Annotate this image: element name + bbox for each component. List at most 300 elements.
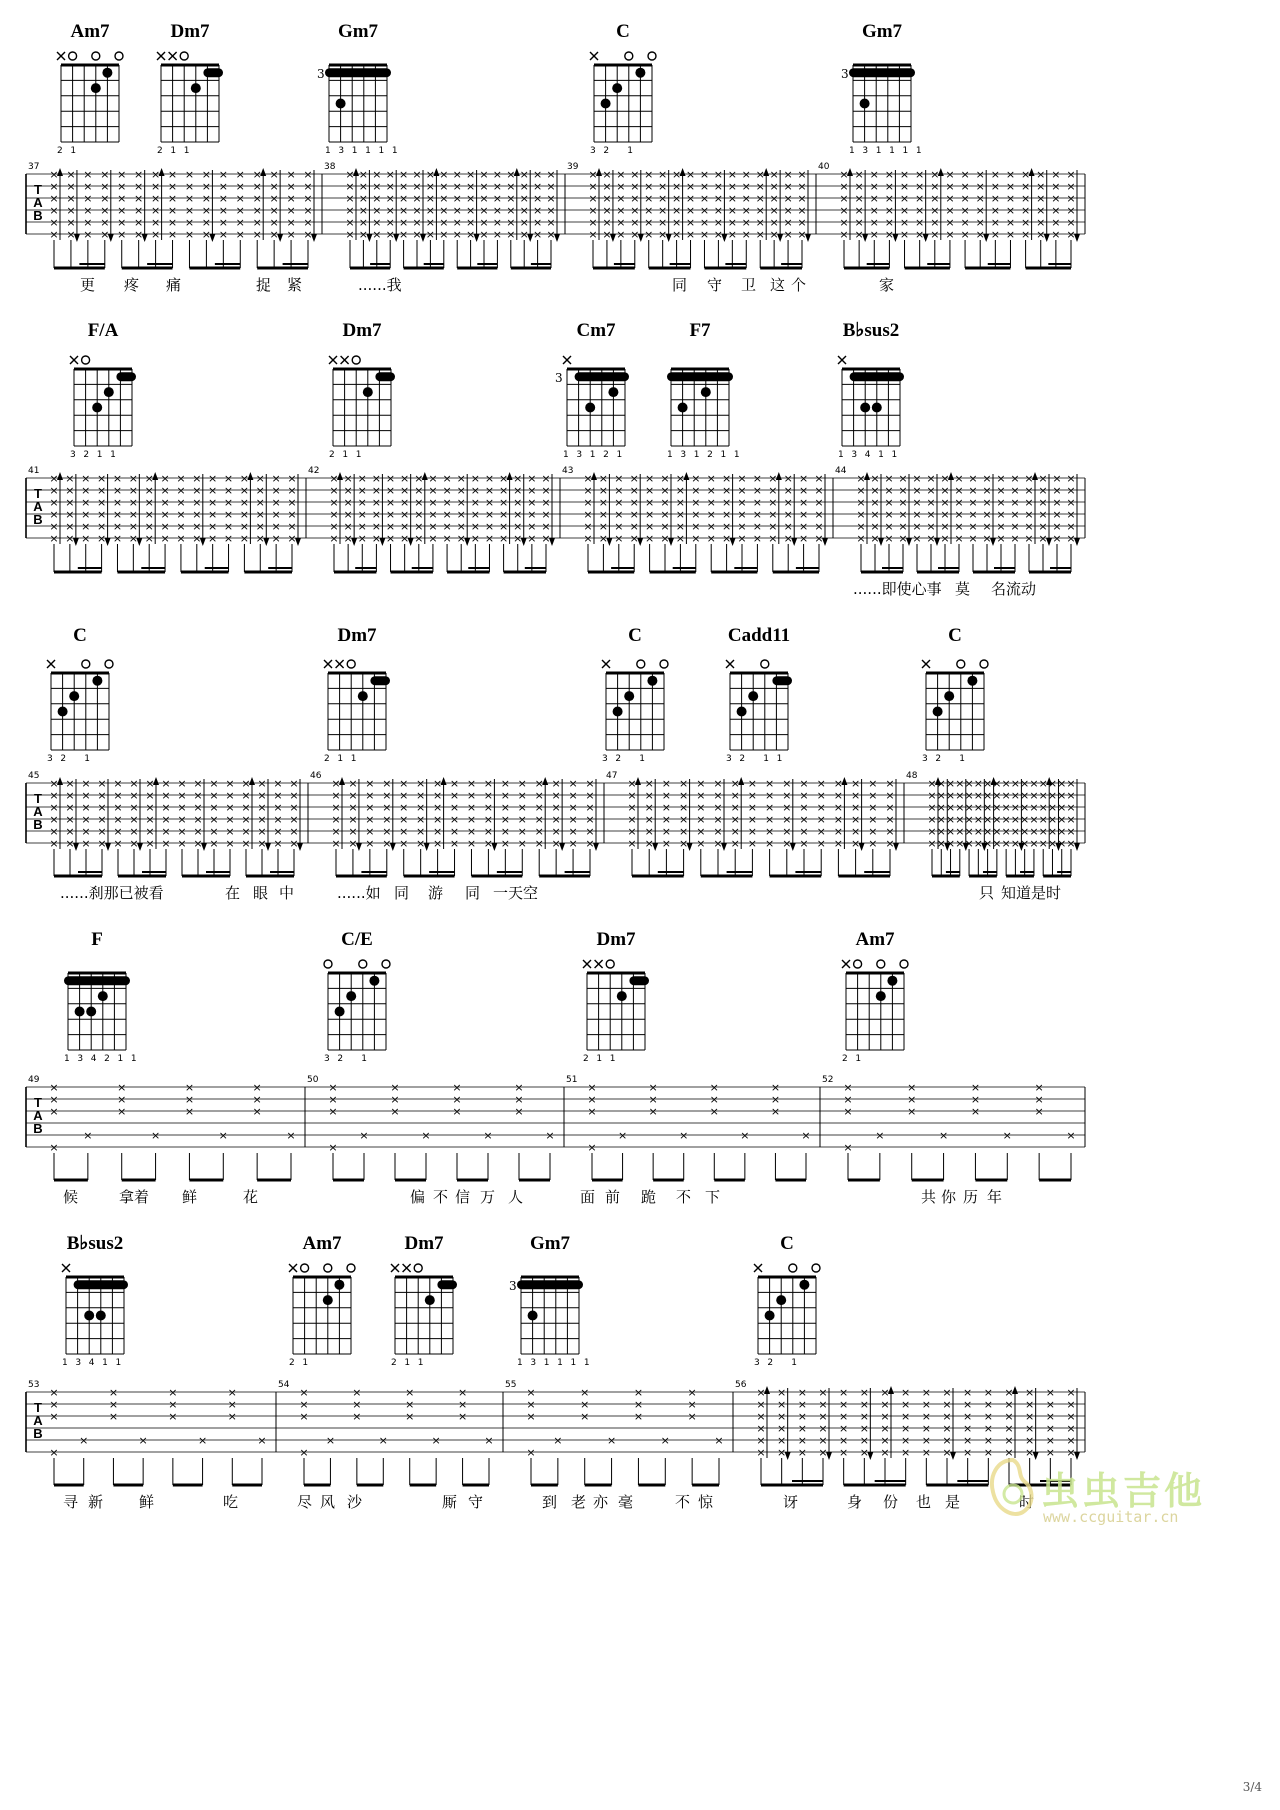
muted-x-note: × [372,180,382,193]
finger-numbers: 3 2 1 1 [726,754,785,764]
muted-x-note: × [425,180,436,193]
muted-x-note: × [661,789,672,802]
muted-x-note: × [859,1434,869,1447]
muted-x-note: × [1066,1386,1076,1399]
muted-x-note: × [241,837,251,850]
muted-x-note: × [752,472,763,485]
muted-x-note: × [161,837,171,850]
muted-x-note: × [365,789,375,802]
muted-x-note: × [193,813,203,826]
muted-x-note: × [648,1105,658,1118]
muted-x-note: × [926,520,936,533]
muted-x-note: × [1052,520,1062,533]
muted-x-note: × [465,180,476,193]
muted-x-note: × [912,496,922,509]
muted-x-note: × [964,789,974,802]
muted-x-note: × [1024,472,1034,485]
muted-x-note: × [428,520,438,533]
open-string-mark [812,1264,820,1272]
muted-x-note: × [833,801,844,814]
muted-x-note: × [442,496,452,509]
muted-x-note: × [1010,508,1020,521]
muted-x-note: × [699,216,710,229]
muted-x-note: × [201,192,212,205]
muted-x-note: × [756,1398,766,1411]
muted-x-note: × [96,532,107,545]
muted-x-note: × [671,228,682,241]
muted-x-note: × [990,180,1000,193]
muted-x-note: × [955,837,965,850]
muted-x-note: × [506,192,516,205]
muted-x-note: × [357,520,367,533]
muted-x-note: × [385,204,395,217]
finger-dot [585,403,595,413]
muted-x-note: × [97,837,107,850]
finger-dot [647,676,657,686]
lyric-syllable: 在 [225,884,241,902]
muted-x-note: × [271,472,281,485]
muted-x-note: × [1052,496,1062,509]
muted-x-note: × [359,1129,369,1142]
muted-x-note: × [466,777,477,790]
muted-x-note: × [113,825,123,838]
muted-x-note: × [255,484,265,497]
muted-x-note: × [1045,1386,1055,1399]
muted-x-note: × [1051,216,1061,229]
muted-x-note: × [1004,1386,1014,1399]
muted-x-note: × [66,192,76,205]
muted-x-note: × [585,801,595,814]
muted-x-note: × [271,508,281,521]
muted-x-note: × [901,1410,911,1423]
lyric-syllable: 是 [945,1493,961,1511]
muted-x-note: × [257,789,267,802]
muted-x-note: × [629,484,639,497]
muted-x-note: × [818,1410,828,1423]
muted-x-note: × [479,180,489,193]
open-string-mark [359,960,367,968]
finger-numbers: 3 2 1 [754,1358,800,1368]
muted-x-note: × [345,216,355,229]
muted-x-note: × [371,520,382,533]
muted-x-note: × [470,484,480,497]
lyric-syllable: 老 [571,1493,587,1511]
muted-x-note: × [117,1093,127,1106]
muted-x-note: × [1020,216,1031,229]
lyric-syllable: 时 [1019,1493,1035,1511]
muted-x-note: × [884,228,895,241]
muted-x-note: × [1047,813,1058,826]
muted-x-note: × [551,801,561,814]
muted-x-note: × [678,825,689,838]
muted-x-note: × [1020,168,1031,181]
finger-dot [69,691,79,701]
muted-x-note: × [100,180,110,193]
muted-x-note: × [992,813,1002,826]
muted-x-note: × [1024,532,1034,545]
muted-x-note: × [960,192,970,205]
muted-x-note: × [982,813,993,826]
muted-x-note: × [587,1093,597,1106]
muted-x-note: × [372,216,382,229]
muted-x-note: × [479,216,489,229]
lyric-syllable: 也 [916,1493,932,1511]
muted-x-note: × [484,520,495,533]
muted-x-note: × [65,508,75,521]
muted-x-note: × [798,508,809,521]
chord-diagram [324,960,390,1050]
muted-x-note: × [568,825,578,838]
finger-dot [860,403,870,413]
muted-x-note: × [1052,484,1062,497]
muted-x-note: × [513,496,523,509]
muted-x-note: × [661,777,672,790]
muted-x-note: × [449,801,460,814]
muted-x-note: × [954,520,964,533]
muted-x-note: × [926,532,936,545]
muted-x-note: × [484,508,495,521]
muted-x-note: × [81,813,91,826]
muted-x-note: × [583,484,593,497]
open-string-mark [324,1264,332,1272]
lyric-syllable: 痛 [166,276,182,294]
muted-x-note: × [992,777,1002,790]
muted-x-note: × [699,192,710,205]
muted-x-note: × [357,532,367,545]
system-4 [26,960,1085,1180]
chord-name: Dm7 [170,21,210,42]
muted-x-note: × [161,789,171,802]
muted-x-note: × [964,777,974,790]
muted-x-note: × [975,168,985,181]
muted-x-note: × [915,216,925,229]
muted-x-note: × [954,472,964,485]
muted-x-note: × [644,168,654,181]
muted-x-note: × [614,496,624,509]
muted-x-note: × [856,484,866,497]
muted-x-note: × [768,508,778,521]
open-string-mark [854,960,862,968]
muted-x-note: × [691,520,701,533]
muted-x-note: × [648,1093,658,1106]
lyric-syllable: 不 [675,1493,691,1511]
muted-x-note: × [671,192,682,205]
muted-x-note: × [898,508,908,521]
muted-x-note: × [378,1434,388,1447]
muted-x-note: × [752,532,763,545]
muted-x-note: × [588,216,598,229]
muted-x-note: × [777,1398,787,1411]
muted-x-note: × [456,472,466,485]
muted-x-note: × [168,1386,178,1399]
muted-x-note: × [184,1105,195,1118]
finger-numbers: 2 1 [57,146,79,156]
finger-dot [84,1311,94,1321]
muted-x-note: × [777,1410,787,1423]
muted-x-note: × [617,1129,628,1142]
muted-x-note: × [134,216,144,229]
muted-x-note: × [992,825,1002,838]
muted-x-note: × [348,789,358,802]
muted-x-note: × [930,216,940,229]
muted-x-note: × [927,813,937,826]
muted-x-note: × [193,777,203,790]
muted-x-note: × [696,825,706,838]
finger-dot [799,1280,809,1290]
measure-number: 42 [308,466,320,476]
muted-x-note: × [193,825,203,838]
muted-x-note: × [398,192,409,205]
muted-x-note: × [671,204,682,217]
finger-dot [346,991,356,1001]
muted-x-note: × [193,801,203,814]
muted-x-note: × [218,168,228,181]
muted-x-note: × [644,801,654,814]
muted-x-note: × [963,1398,973,1411]
muted-x-note: × [658,204,668,217]
open-string-mark [877,960,885,968]
chord-diagram [667,369,733,446]
muted-x-note: × [942,1398,952,1411]
muted-x-note: × [996,472,1006,485]
muted-x-note: × [400,496,410,509]
muted-x-note: × [954,532,964,545]
open-string-mark [347,1264,355,1272]
muted-x-note: × [442,520,452,533]
muted-x-note: × [1047,777,1058,790]
muted-x-note: × [798,472,809,485]
muted-x-note: × [479,204,489,217]
muted-x-note: × [1066,825,1076,838]
muted-x-note: × [329,520,339,533]
muted-x-note: × [466,813,477,826]
muted-x-note: × [899,180,910,193]
muted-x-note: × [627,789,637,802]
finger-dot [92,403,102,413]
muted-x-note: × [1047,789,1058,802]
muted-x-note: × [598,532,609,545]
muted-x-note: × [49,192,59,205]
muted-x-note: × [65,777,75,790]
muted-x-note: × [706,496,716,509]
chord-name: Gm7 [529,1233,571,1254]
finger-dot [887,976,897,986]
muted-x-note: × [484,532,495,545]
muted-x-note: × [150,204,161,217]
muted-x-note: × [839,1446,849,1459]
muted-x-note: × [513,484,523,497]
muted-x-note: × [161,801,171,814]
muted-x-note: × [756,1446,766,1459]
muted-x-note: × [176,496,186,509]
muted-x-note: × [449,837,460,850]
muted-x-note: × [797,1422,807,1435]
muted-x-note: × [1066,837,1076,850]
muted-x-note: × [960,168,970,181]
muted-x-note: × [65,484,75,497]
muted-x-note: × [287,496,297,509]
muted-x-note: × [945,813,956,826]
lyric-syllable: 知道是时 [1001,884,1062,902]
muted-x-note: × [747,837,758,850]
muted-x-note: × [551,789,561,802]
lyric-syllable: 人 [508,1188,524,1206]
muted-x-note: × [257,825,267,838]
muted-x-note: × [816,801,826,814]
lyric-syllable: 信 [455,1188,471,1206]
muted-x-note: × [269,216,279,229]
muted-x-note: × [691,484,701,497]
chord-diagram [517,1277,583,1354]
muted-x-note: × [289,777,299,790]
finger-dot [876,991,886,1001]
muted-x-note: × [675,496,686,509]
muted-x-note: × [145,837,155,850]
open-string-mark [789,1264,797,1272]
muted-x-note: × [921,1446,931,1459]
finger-numbers: 3 2 1 [602,754,648,764]
muted-x-note: × [588,228,598,241]
muted-x-note: × [945,168,955,181]
muted-x-note: × [371,484,382,497]
muted-x-note: × [885,801,895,814]
muted-x-note: × [286,1129,296,1142]
muted-x-note: × [81,472,91,485]
muted-x-note: × [679,1129,689,1142]
barre-mark [517,1280,583,1289]
measure-number: 53 [28,1380,40,1390]
muted-x-note: × [498,532,509,545]
muted-x-note: × [602,228,612,241]
muted-x-note: × [466,837,477,850]
muted-x-note: × [255,496,265,509]
chord-diagram [842,960,908,1050]
muted-x-note: × [945,228,955,241]
muted-x-note: × [602,168,612,181]
muted-x-note: × [850,813,861,826]
muted-x-note: × [286,180,296,193]
muted-x-note: × [921,1422,931,1435]
muted-x-note: × [568,789,578,802]
muted-x-note: × [648,1081,658,1094]
muted-x-note: × [912,520,922,533]
muted-x-note: × [1038,837,1048,850]
lyric-syllable: 讶 [783,1493,799,1511]
muted-x-note: × [768,484,778,497]
muted-x-note: × [644,484,655,497]
muted-x-note: × [96,508,107,521]
muted-x-note: × [678,777,689,790]
muted-x-note: × [926,484,936,497]
muted-x-note: × [176,484,186,497]
muted-x-note: × [416,777,426,790]
muted-x-note: × [201,180,212,193]
muted-x-note: × [880,1446,890,1459]
muted-x-note: × [856,532,866,545]
muted-x-note: × [534,777,544,790]
finger-dot [336,99,346,109]
muted-x-note: × [1057,777,1067,790]
muted-x-note: × [428,532,438,545]
muted-x-note: × [755,216,765,229]
muted-x-note: × [498,520,509,533]
muted-x-note: × [484,472,495,485]
muted-x-note: × [390,1081,400,1094]
muted-x-note: × [898,532,908,545]
muted-x-note: × [930,168,940,181]
muted-x-note: × [983,1434,993,1447]
muted-x-note: × [412,180,422,193]
muted-x-note: × [498,472,509,485]
open-string-mark [69,52,77,60]
barre-mark [325,68,391,77]
muted-x-note: × [371,532,382,545]
system-1 [26,52,1085,268]
muted-x-note: × [975,228,985,241]
muted-x-note: × [940,484,950,497]
muted-x-note: × [1066,777,1076,790]
muted-x-note: × [963,1410,973,1423]
muted-x-note: × [483,801,494,814]
muted-x-note: × [514,1105,524,1118]
muted-x-note: × [875,1129,885,1142]
muted-x-note: × [439,204,449,217]
muted-x-note: × [839,192,849,205]
chord-name: C [780,1233,794,1254]
muted-x-note: × [117,1081,127,1094]
muted-x-note: × [797,1446,807,1459]
muted-x-note: × [945,204,955,217]
muted-x-note: × [880,1422,890,1435]
muted-x-note: × [783,520,793,533]
muted-x-note: × [884,168,895,181]
muted-x-note: × [850,825,861,838]
muted-x-note: × [400,484,410,497]
finger-dot [425,1295,435,1305]
muted-x-note: × [399,801,409,814]
muted-x-note: × [644,216,654,229]
muted-x-note: × [859,1398,869,1411]
muted-x-note: × [727,168,737,181]
muted-x-note: × [783,472,793,485]
muted-x-note: × [545,1129,555,1142]
muted-x-note: × [117,180,127,193]
finger-dot [967,676,977,686]
chord-name: C [73,625,87,646]
muted-x-note: × [331,825,341,838]
muted-x-note: × [614,532,624,545]
muted-x-note: × [839,1410,849,1423]
chord-name: C [948,625,962,646]
muted-x-note: × [271,484,281,497]
muted-x-note: × [752,496,763,509]
muted-x-note: × [184,228,195,241]
muted-x-note: × [129,789,139,802]
muted-x-note: × [432,789,443,802]
muted-x-note: × [721,532,732,545]
muted-x-note: × [83,228,93,241]
muted-x-note: × [519,192,529,205]
muted-x-note: × [551,837,561,850]
muted-x-note: × [49,484,59,497]
muted-x-note: × [1010,825,1021,838]
muted-x-note: × [357,496,367,509]
muted-x-note: × [982,532,992,545]
open-string-mark [660,660,668,668]
muted-x-note: × [500,789,510,802]
muted-x-note: × [884,472,894,485]
muted-x-note: × [901,1446,911,1459]
